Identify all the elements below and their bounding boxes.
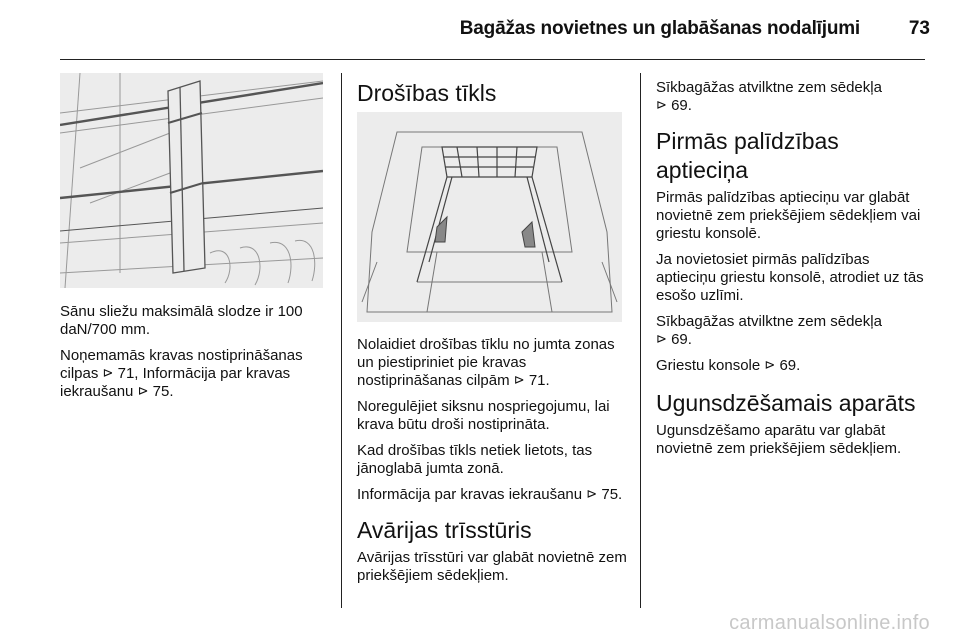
warning-triangle-paragraph: Avārijas trīsstūri var glabāt novietnē zem priekšējiem sēdekļiem.	[357, 549, 627, 584]
xref-link-69[interactable]: 69.	[671, 331, 692, 348]
column-2	[357, 336, 627, 593]
column-1	[60, 303, 330, 409]
first-aid-console-paragraph: Ja novietosiet pirmās palīdzības aptieciņu griestu konsolē, atrodiet uz tās esošo uzlīmi.	[656, 251, 924, 304]
storage-drawer-paragraph-2	[656, 313, 928, 349]
safety-net-heading-block	[357, 79, 627, 108]
page-number: 73	[908, 18, 930, 39]
column-3	[656, 79, 928, 466]
xref-link-69[interactable]: 69.	[779, 357, 801, 374]
watermark: carmanualsonline.info	[729, 612, 930, 634]
xref-arrow-icon: ⊳	[656, 97, 667, 112]
xref-link-75[interactable]: 75.	[601, 486, 623, 503]
xref-arrow-icon: ⊳	[102, 365, 114, 380]
column-divider-2	[640, 73, 641, 608]
xref-link-71[interactable]: 71, Informācija par kravas iekraušanu	[60, 365, 291, 400]
roof-console-paragraph	[656, 357, 928, 375]
running-header-title: Bagāžas novietnes un glabāšanas nodalījumi	[459, 18, 860, 39]
column-divider-1	[341, 73, 342, 608]
storage-drawer-text-2: Sīkbagāžas atvilktne zem sēdekļa	[656, 313, 882, 330]
side-rail-illustration	[60, 73, 323, 288]
xref-link-75[interactable]: 75.	[152, 383, 174, 400]
heading-safety-net: Drošības tīkls	[357, 80, 497, 106]
heading-warning-triangle: Avārijas trīsstūris	[357, 517, 532, 543]
xref-arrow-icon: ⊳	[764, 357, 776, 372]
net-attach-text: Nolaidiet drošības tīklu no jumta zonas un piestipriniet pie kravas nostiprināšanas cilpām	[357, 336, 615, 389]
heading-fire-extinguisher: Ugunsdzēšamais aparāts	[656, 390, 916, 416]
safety-net-drawing	[357, 112, 622, 322]
xref-arrow-icon: ⊳	[137, 383, 149, 398]
roof-console-text: Griestu konsole	[656, 357, 761, 374]
xref-link-71[interactable]: 71.	[528, 372, 550, 389]
storage-drawer-text: Sīkbagāžas atvilktne zem sēdekļa	[656, 79, 882, 96]
side-rail-drawing	[60, 73, 323, 288]
xref-arrow-icon: ⊳	[513, 372, 525, 387]
header-rule	[60, 59, 925, 60]
xref-arrow-icon: ⊳	[586, 486, 598, 501]
xref-arrow-icon: ⊳	[656, 331, 667, 346]
loading-info-text: Informācija par kravas iekraušanu	[357, 486, 583, 503]
xref-link-69[interactable]: 69.	[671, 97, 692, 114]
lashing-eyes-paragraph	[60, 347, 330, 401]
lashing-eyes-text: Noņemamās kravas nostiprināšanas cilpas	[60, 347, 303, 382]
net-storage-paragraph: Kad drošības tīkls netiek lietots, tas jānoglabā jumta zonā.	[357, 442, 593, 477]
net-attach-paragraph	[357, 336, 627, 390]
loading-info-paragraph	[357, 486, 627, 504]
first-aid-storage-paragraph: Pirmās palīdzības aptieciņu var glabāt novietnē zem priekšējiem sēdekļiem vai griestu konsolē.	[656, 189, 921, 242]
rail-load-paragraph: Sānu sliežu maksimālā slodze ir 100 daN/700 mm.	[60, 303, 303, 338]
heading-first-aid-kit: Pirmās palīdzības aptieciņa	[656, 128, 839, 183]
storage-drawer-paragraph	[656, 79, 928, 115]
fire-extinguisher-paragraph: Ugunsdzēšamo aparātu var glabāt novietnē zem priekšējiem sēdekļiem.	[656, 422, 902, 457]
strap-tension-paragraph: Noregulējiet siksnu nospriegojumu, lai krava būtu droši nostiprināta.	[357, 398, 610, 433]
safety-net-illustration	[357, 112, 622, 322]
